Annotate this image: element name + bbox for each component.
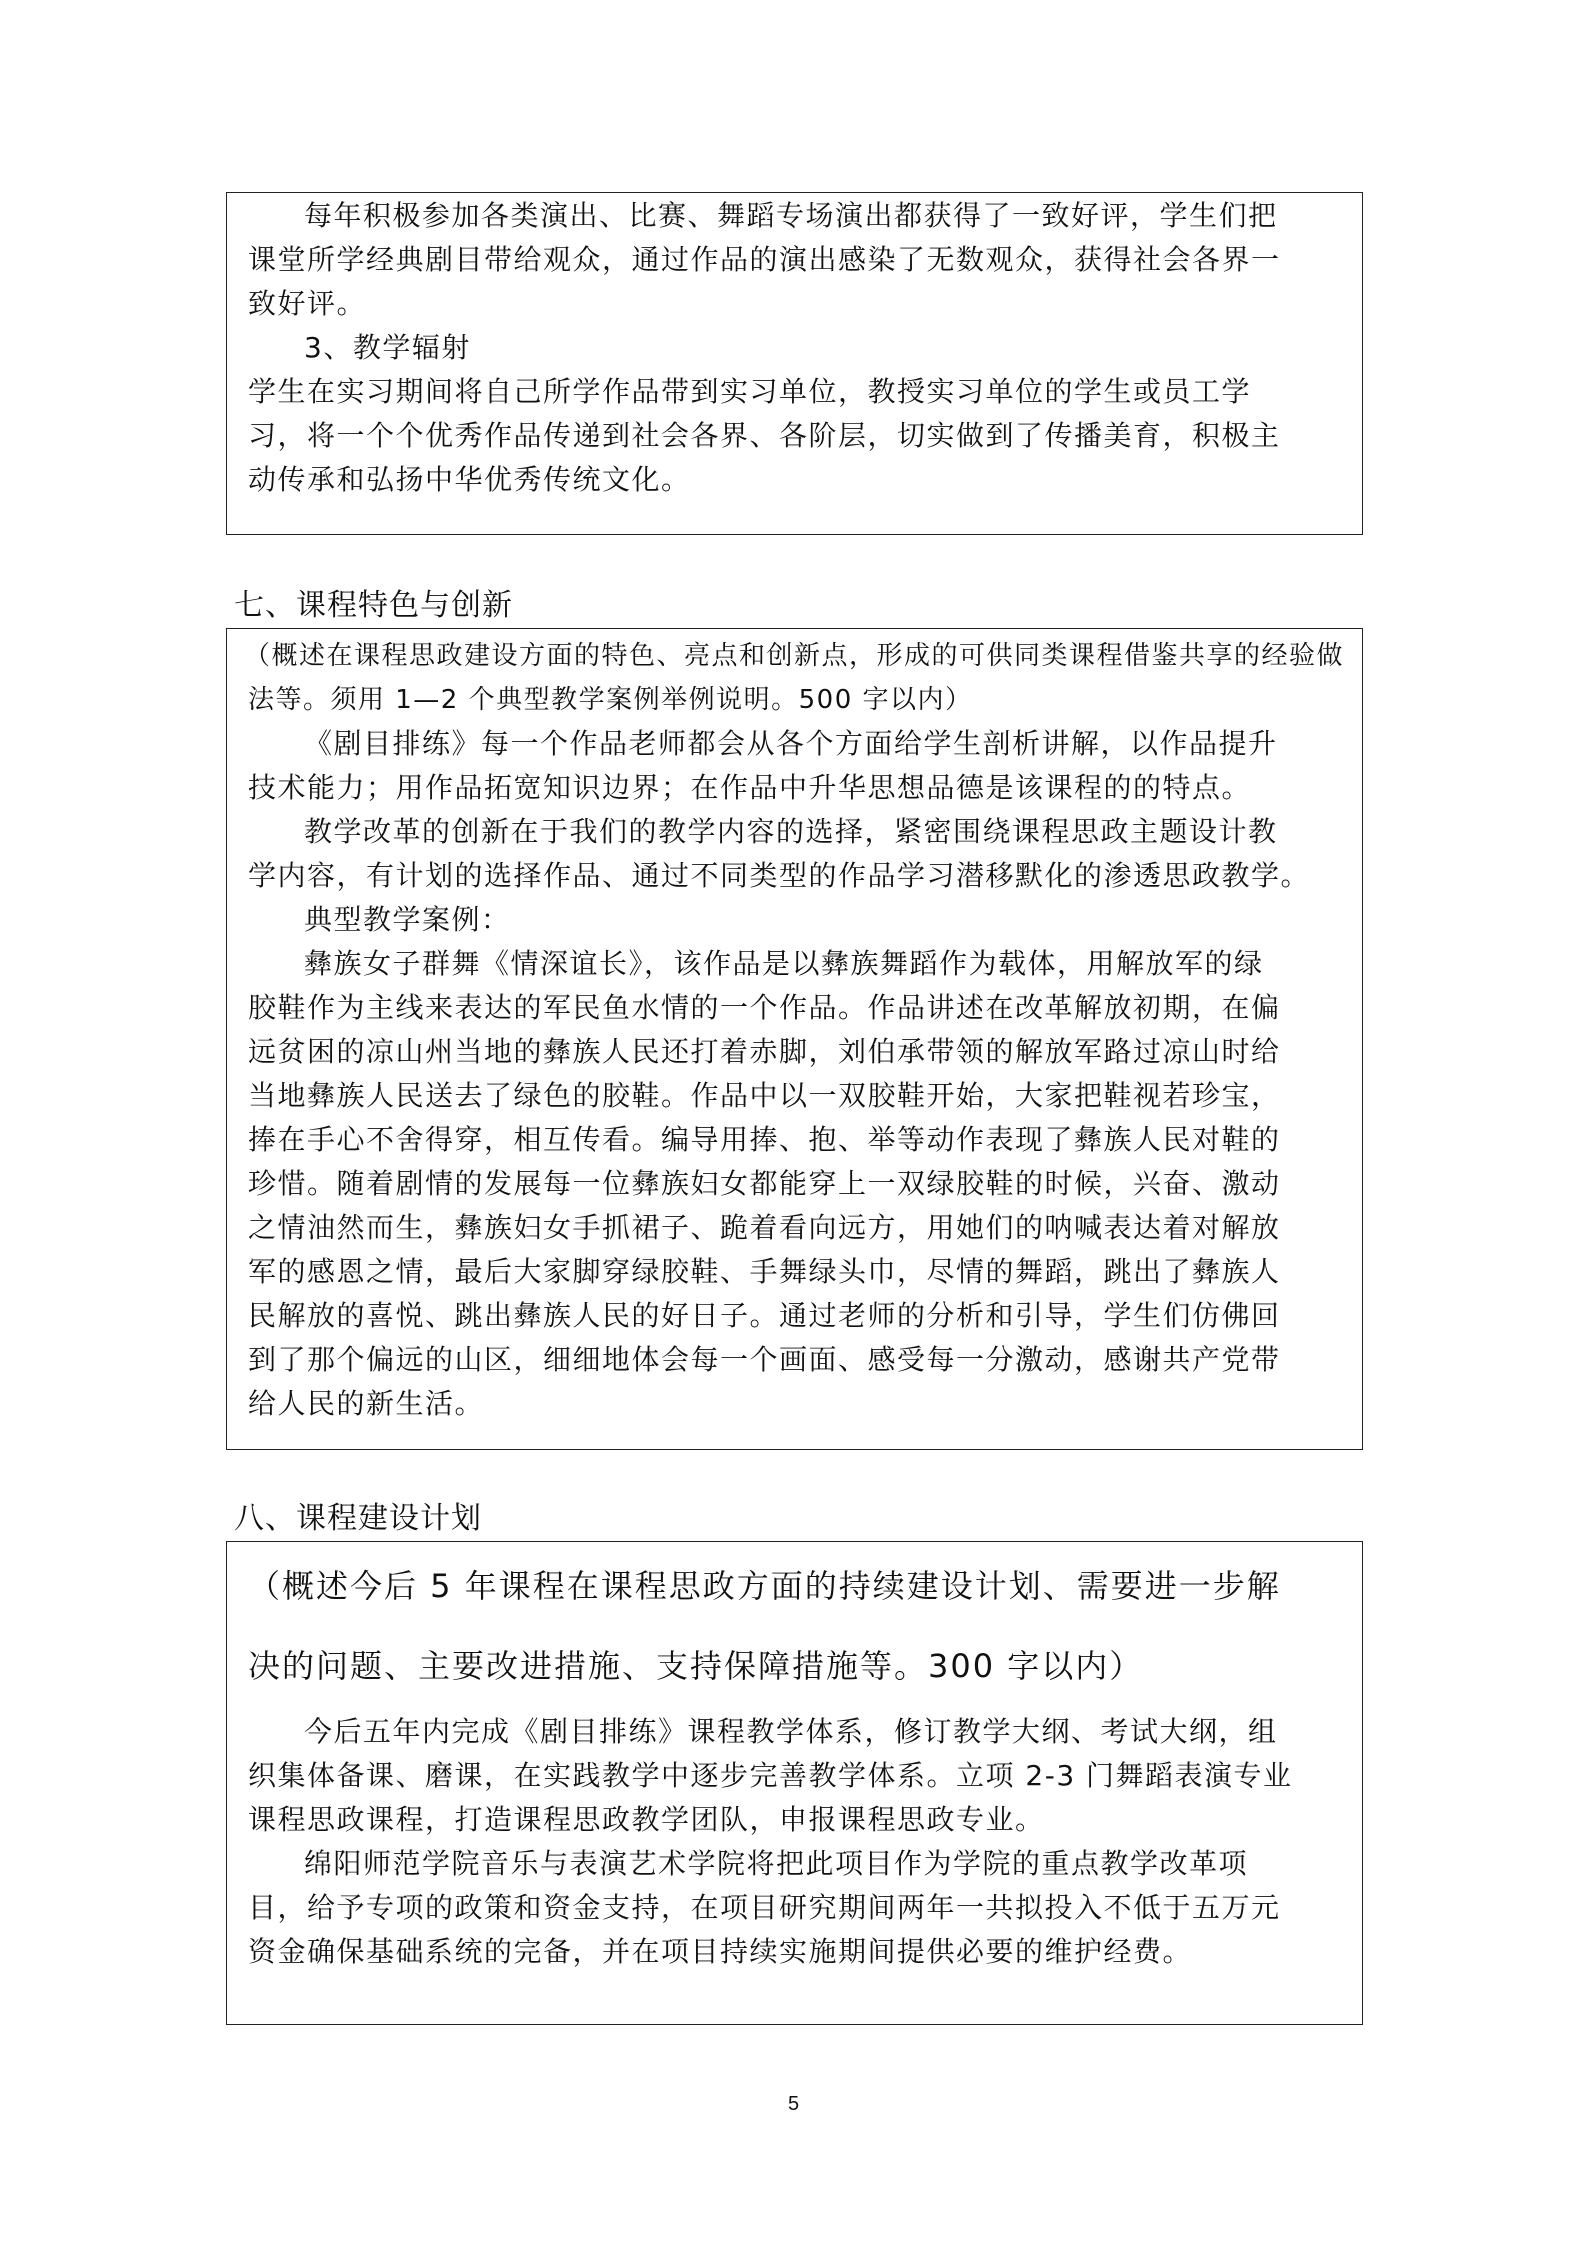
section7-line: 军的感恩之情，最后大家脚穿绿胶鞋、手舞绿头巾，尽情的舞蹈，跳出了彝族人	[248, 1255, 1281, 1288]
section8-line: 资金确保基础系统的完备，并在项目持续实施期间提供必要的维护经费。	[248, 1935, 1193, 1968]
section7-line: 之情油然而生，彝族妇女手抓裙子、跪着看向远方，用她们的呐喊表达着对解放	[248, 1211, 1281, 1244]
section8-line: 今后五年内完成《剧目排练》课程教学体系，修订教学大纲、考试大纲，组	[304, 1715, 1278, 1748]
section6-line: 学生在实习期间将自己所学作品带到实习单位，教授实习单位的学生或员工学	[248, 375, 1252, 408]
section7-line: 当地彝族人民送去了绿色的胶鞋。作品中以一双胶鞋开始，大家把鞋视若珍宝，	[248, 1079, 1281, 1112]
section6-line: 动传承和弘扬中华优秀传统文化。	[248, 463, 691, 496]
section7-line: 彝族女子群舞《情深谊长》，该作品是以彝族舞蹈作为载体，用解放军的绿	[304, 947, 1264, 980]
section7-note-line: 法等。须用 1—2 个典型教学案例举例说明。500 字以内）	[248, 685, 973, 715]
section8-line: 课程思政课程，打造课程思政教学团队，申报课程思政专业。	[248, 1803, 1045, 1836]
section8-title: 八、课程建设计划	[234, 1501, 482, 1536]
section7-line: 教学改革的创新在于我们的教学内容的选择，紧密围绕课程思政主题设计教	[304, 815, 1278, 848]
section7-note-line: （概述在课程思政建设方面的特色、亮点和创新点，形成的可供同类课程借鉴共享的经验做	[244, 641, 1345, 671]
section6-subheading: 3、教学辐射	[304, 331, 471, 364]
section7-line: 远贫困的凉山州当地的彝族人民还打着赤脚，刘伯承带领的解放军路过凉山时给	[248, 1035, 1281, 1068]
section7-line: 胶鞋作为主线来表达的军民鱼水情的一个作品。作品讲述在改革解放初期，在偏	[248, 991, 1281, 1024]
section7-line: 技术能力；用作品拓宽知识边界；在作品中升华思想品德是该课程的的特点。	[248, 771, 1252, 804]
section7-title: 七、课程特色与创新	[234, 588, 513, 623]
section7-line: 学内容，有计划的选择作品、通过不同类型的作品学习潜移默化的渗透思政教学。	[248, 859, 1311, 892]
section8-note-line: （概述今后 5 年课程在课程思政方面的持续建设计划、需要进一步解	[248, 1567, 1281, 1605]
section8-line: 绵阳师范学院音乐与表演艺术学院将把此项目作为学院的重点教学改革项	[304, 1847, 1249, 1880]
section6-line: 致好评。	[248, 287, 367, 320]
section6-line: 习，将一个个优秀作品传递到社会各界、各阶层，切实做到了传播美育，积极主	[248, 419, 1281, 452]
page-number: 5	[787, 2093, 800, 2115]
section7-line: 《剧目排练》每一个作品老师都会从各个方面给学生剖析讲解，以作品提升	[304, 727, 1278, 760]
section7-line: 民解放的喜悦、跳出彝族人民的好日子。通过老师的分析和引导，学生们仿佛回	[248, 1299, 1281, 1332]
section7-line: 到了那个偏远的山区，细细地体会每一个画面、感受每一分激动，感谢共产党带	[248, 1343, 1281, 1376]
section7-subheading: 典型教学案例：	[304, 903, 511, 936]
section8-line: 目，给予专项的政策和资金支持，在项目研究期间两年一共拟投入不低于五万元	[248, 1891, 1281, 1924]
section8-note-line: 决的问题、主要改进措施、支持保障措施等。300 字以内）	[248, 1647, 1144, 1685]
section8-line: 织集体备课、磨课，在实践教学中逐步完善教学体系。立项 2-3 门舞蹈表演专业	[248, 1759, 1293, 1792]
section6-line: 每年积极参加各类演出、比赛、舞蹈专场演出都获得了一致好评，学生们把	[304, 199, 1278, 232]
section7-line: 给人民的新生活。	[248, 1387, 485, 1420]
section7-line: 珍惜。随着剧情的发展每一位彝族妇女都能穿上一双绿胶鞋的时候，兴奋、激动	[248, 1167, 1281, 1200]
section6-line: 课堂所学经典剧目带给观众，通过作品的演出感染了无数观众，获得社会各界一	[248, 243, 1281, 276]
section7-line: 捧在手心不舍得穿，相互传看。编导用捧、抱、举等动作表现了彝族人民对鞋的	[248, 1123, 1281, 1156]
